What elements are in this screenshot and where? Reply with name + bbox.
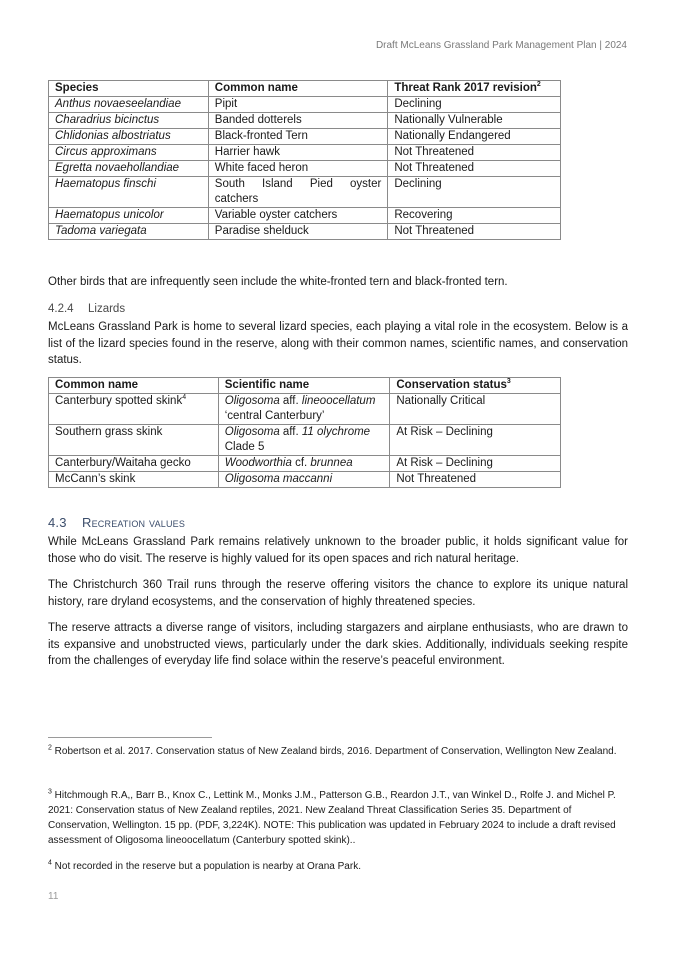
- section-heading-recreation: 4.3 Recreation values: [48, 515, 186, 530]
- lizards-intro: McLeans Grassland Park is home to several lizard species, each playing a vital role in the ecosystem. Below is a list of the lizard species found in the reserve, along with their common names, scientific names, and conservation status.: [48, 321, 628, 366]
- species-cell: Chlidonias albostriatus: [49, 129, 209, 145]
- conservation-status-cell: Not Threatened: [390, 472, 561, 488]
- common-name-cell: Variable oyster catchers: [208, 208, 388, 224]
- conservation-status-cell: Nationally Critical: [390, 394, 561, 425]
- table-row: [49, 394, 561, 425]
- scientific-name-cell: Oligosoma maccanni: [218, 472, 390, 488]
- table-row: [49, 145, 561, 161]
- page-number: 11: [48, 891, 59, 902]
- species-cell: Tadoma variegata: [49, 224, 209, 240]
- footnote-4: $^4$ Not recorded in the reserve but a population is nearby at Orana Park.: [48, 859, 361, 872]
- species-cell: Circus approximans: [49, 145, 209, 161]
- footnote-ref: 3: [506, 378, 511, 386]
- bird-species-table: [48, 80, 561, 240]
- common-name-cell: Canterbury spotted skink$^4$: [49, 394, 219, 425]
- common-name-cell: Paradise shelduck: [208, 224, 388, 240]
- footnote-ref: 2: [536, 81, 541, 89]
- table-row: [49, 161, 561, 177]
- species-cell: Haematopus unicolor: [49, 208, 209, 224]
- footnote-2: $^2$ Robertson et al. 2017. Conservation status of New Zealand birds, 2016. Department of Conservation, Wellington New Zealand.: [48, 744, 617, 757]
- column-header-common-name: Common name: [208, 81, 388, 97]
- scientific-name-cell: Woodworthia cf. brunnea: [218, 456, 390, 472]
- footnote-ref: 4: [182, 394, 187, 402]
- column-header-species: Species: [49, 81, 209, 97]
- threat-rank-cell: Not Threatened: [388, 161, 561, 177]
- table-row: [49, 177, 561, 208]
- table-row: [49, 129, 561, 145]
- species-cell: Anthus novaeseelandiae: [49, 97, 209, 113]
- footnote-divider: [48, 737, 212, 738]
- threat-rank-cell: Recovering: [388, 208, 561, 224]
- column-header-scientific-name: Scientific name: [218, 378, 390, 394]
- common-name-cell: Pipit: [208, 97, 388, 113]
- table-row: [49, 472, 561, 488]
- column-header-common-name: Common name: [49, 378, 219, 394]
- common-name-cell: White faced heron: [208, 161, 388, 177]
- species-cell: Egretta novaehollandiae: [49, 161, 209, 177]
- common-name-cell: McCann’s skink: [49, 472, 219, 488]
- recreation-paragraph-3: The reserve attracts a diverse range of visitors, including stargazers and airplane enthusiasts, who are drawn to its expansive and unobstructed views, particularly under the dark skies. Additionally, individuals seeking respite from the challenges of everyday life find solace within the reserve’s peaceful environment.: [48, 622, 628, 667]
- threat-rank-cell: Declining: [388, 177, 561, 208]
- table-header-row: [49, 81, 561, 97]
- threat-rank-cell: Nationally Endangered: [388, 129, 561, 145]
- footnote-3: $^3$ Hitchmough R.A,, Barr B., Knox C., Lettink M., Monks J.M., Patterson G.B., Reardon J.T., van Winkel D., Rolfe J. and Michel P. 2021: Conservation status of New Zealand reptiles, 2021. New Zealand Threat Classification Series 35. Department of Conservation, Wellington. 15 pp. (PDF, 3,224K). NOTE: This publication was updated in February 2024 to include a draft revised assessment of Oligosoma lineoocellatum (Canterbury spotted skink)..: [48, 788, 616, 846]
- conservation-status-cell: At Risk – Declining: [390, 456, 561, 472]
- table-row: [49, 425, 561, 456]
- common-name-cell: Canterbury/Waitaha gecko: [49, 456, 219, 472]
- table-row: [49, 113, 561, 129]
- scientific-name-cell: Oligosoma aff. 11 olychrome Clade 5: [218, 425, 390, 456]
- threat-rank-cell: Declining: [388, 97, 561, 113]
- threat-rank-cell: Nationally Vulnerable: [388, 113, 561, 129]
- section-heading-lizards: 4.2.4 Lizards: [48, 303, 126, 315]
- table-header-row: [49, 378, 561, 394]
- common-name-cell: Harrier hawk: [208, 145, 388, 161]
- scientific-name-cell: Oligosoma aff. lineoocellatum ‘central Canterbury’: [218, 394, 390, 425]
- other-birds-text: Other birds that are infrequently seen include the white-fronted tern and black-fronted tern.: [48, 276, 508, 288]
- column-header-conservation-status: Conservation status$^3$: [390, 378, 561, 394]
- running-header: Draft McLeans Grassland Park Management Plan | 2024: [375, 40, 627, 51]
- lizard-species-table: [48, 377, 561, 488]
- table-row: [49, 208, 561, 224]
- threat-rank-cell: Not Threatened: [388, 224, 561, 240]
- table-row: [49, 224, 561, 240]
- column-header-threat-rank: Threat Rank 2017 revision$^2$: [388, 81, 561, 97]
- conservation-status-cell: At Risk – Declining: [390, 425, 561, 456]
- common-name-cell: Southern grass skink: [49, 425, 219, 456]
- recreation-paragraph-1: While McLeans Grassland Park remains relatively unknown to the broader public, it holds significant value for those who do visit. The reserve is highly valued for its open spaces and rich natural heritage.: [48, 536, 628, 565]
- threat-rank-cell: Not Threatened: [388, 145, 561, 161]
- common-name-cell: Banded dotterels: [208, 113, 388, 129]
- common-name-cell: Black-fronted Tern: [208, 129, 388, 145]
- common-name-cell: South Island Pied oyster catchers: [208, 177, 388, 208]
- species-cell: Charadrius bicinctus: [49, 113, 209, 129]
- species-cell: Haematopus finschi: [49, 177, 209, 208]
- recreation-paragraph-2: The Christchurch 360 Trail runs through the reserve offering visitors the chance to explore its unique natural history, rare dryland ecosystems, and the conservation of highly threatened species.: [48, 579, 628, 608]
- table-row: [49, 456, 561, 472]
- table-row: [49, 97, 561, 113]
